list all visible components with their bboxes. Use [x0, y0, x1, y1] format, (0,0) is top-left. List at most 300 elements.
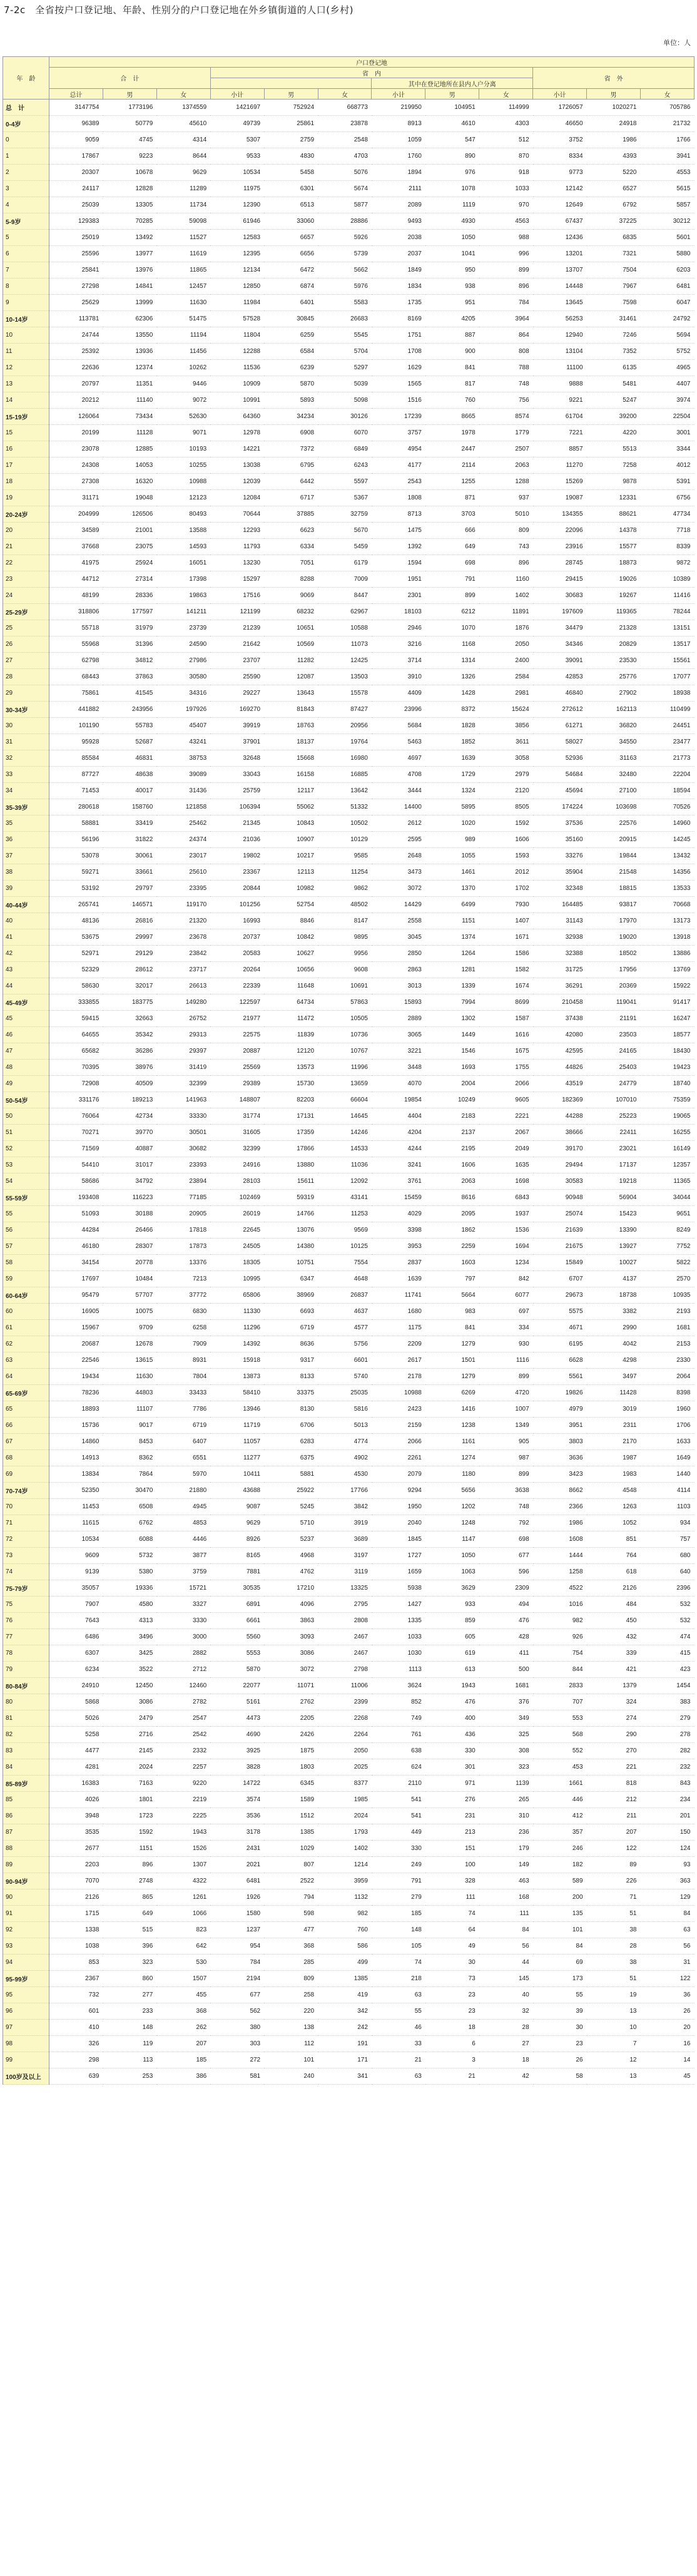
table-cell: 112 [264, 2036, 318, 2052]
row-age-label: 28 [3, 669, 49, 685]
table-cell: 432 [587, 1629, 641, 1645]
table-row [3, 669, 694, 685]
table-cell: 7786 [156, 1401, 210, 1418]
table-cell: 107010 [587, 1092, 641, 1108]
table-cell: 4945 [156, 1499, 210, 1515]
table-row [3, 1483, 694, 1499]
table-cell: 298 [49, 2052, 103, 2068]
table-row [3, 620, 694, 636]
table-cell: 1033 [479, 181, 533, 197]
table-cell: 28103 [210, 1173, 264, 1190]
table-cell: 71453 [49, 783, 103, 799]
table-cell: 4070 [372, 1076, 425, 1092]
table-cell: 13325 [318, 1580, 372, 1597]
table-cell: 52971 [49, 946, 103, 962]
table-cell: 23078 [49, 441, 103, 457]
table-cell: 129383 [49, 213, 103, 230]
table-cell: 30188 [103, 1206, 156, 1222]
table-cell: 11734 [156, 197, 210, 213]
table-cell: 2170 [587, 1434, 641, 1450]
table-cell: 330 [372, 1841, 425, 1857]
table-row [3, 1678, 694, 1694]
table-cell: 20264 [210, 962, 264, 978]
table-cell: 8339 [640, 539, 694, 555]
table-cell: 246 [533, 1841, 587, 1857]
table-cell: 17866 [264, 1141, 318, 1157]
table-cell: 39200 [587, 409, 641, 425]
table-cell: 10588 [318, 620, 372, 636]
table-cell: 1501 [425, 1352, 479, 1369]
table-cell: 6307 [49, 1645, 103, 1662]
table-cell: 21880 [156, 1483, 210, 1499]
table-cell: 145 [479, 1971, 533, 1987]
table-row [3, 1873, 694, 1889]
table-cell: 2648 [372, 848, 425, 864]
table-cell: 1694 [479, 1239, 533, 1255]
table-cell: 32348 [533, 881, 587, 897]
table-cell: 5076 [318, 165, 372, 181]
table-cell: 22339 [210, 978, 264, 994]
table-cell: 818 [587, 1776, 641, 1792]
table-cell: 5258 [49, 1727, 103, 1743]
table-cell: 4026 [49, 1792, 103, 1808]
table-cell: 1063 [425, 1564, 479, 1580]
table-cell: 193408 [49, 1190, 103, 1206]
row-age-label: 47 [3, 1043, 49, 1060]
row-age-label: 0 [3, 132, 49, 148]
table-cell: 111 [479, 1906, 533, 1922]
table-cell: 5307 [210, 132, 264, 148]
table-cell: 1029 [264, 1841, 318, 1857]
table-row [3, 1597, 694, 1613]
table-cell: 24308 [49, 457, 103, 474]
table-cell: 3759 [156, 1564, 210, 1580]
row-age-label: 78 [3, 1645, 49, 1662]
row-age-label: 15-19岁 [3, 409, 49, 425]
table-cell: 55062 [264, 799, 318, 815]
table-cell: 20844 [210, 881, 264, 897]
table-cell: 1020271 [587, 100, 641, 116]
table-cell: 6442 [264, 474, 318, 490]
table-cell: 39089 [156, 767, 210, 783]
table-cell: 52350 [49, 1483, 103, 1499]
table-row [3, 1401, 694, 1418]
table-cell: 6481 [640, 279, 694, 295]
table-cell: 323 [103, 1955, 156, 1971]
table-cell: 191 [318, 2036, 372, 2052]
table-cell: 2882 [156, 1645, 210, 1662]
table-cell: 1449 [425, 1027, 479, 1043]
table-cell: 4314 [156, 132, 210, 148]
table-cell: 6243 [318, 457, 372, 474]
table-cell: 104951 [425, 100, 479, 116]
table-cell: 11975 [210, 181, 264, 197]
table-cell: 56253 [533, 311, 587, 327]
table-cell: 70285 [103, 213, 156, 230]
table-cell: 6908 [264, 425, 318, 441]
table-cell: 19802 [210, 848, 264, 864]
table-cell: 5694 [640, 327, 694, 344]
table-cell: 3344 [640, 441, 694, 457]
table-cell: 70526 [640, 799, 694, 815]
table-cell: 6656 [264, 246, 318, 262]
row-age-label: 45-49岁 [3, 994, 49, 1011]
table-cell: 42734 [103, 1108, 156, 1125]
table-cell: 31143 [533, 913, 587, 929]
table-cell: 1180 [425, 1466, 479, 1483]
table-row [3, 994, 694, 1011]
table-cell: 265741 [49, 897, 103, 913]
table-cell: 971 [425, 1776, 479, 1792]
table-cell: 44288 [533, 1108, 587, 1125]
table-cell: 2558 [372, 913, 425, 929]
table-cell: 5553 [210, 1645, 264, 1662]
table-cell: 25462 [156, 815, 210, 832]
table-cell: 23 [425, 1987, 479, 2003]
table-row [3, 1629, 694, 1645]
table-cell: 126506 [103, 506, 156, 523]
table-cell: 1659 [372, 1564, 425, 1580]
table-cell: 33661 [103, 864, 156, 881]
table-cell: 1516 [372, 392, 425, 409]
table-row [3, 2036, 694, 2052]
table-cell: 1894 [372, 165, 425, 181]
table-cell: 18738 [587, 1287, 641, 1304]
table-cell: 1132 [318, 1889, 372, 1906]
table-cell: 1281 [425, 962, 479, 978]
table-cell: 3423 [533, 1466, 587, 1483]
table-cell: 23395 [156, 881, 210, 897]
table-cell: 27100 [587, 783, 641, 799]
row-age-label: 5 [3, 230, 49, 246]
table-cell: 756 [479, 392, 533, 409]
table-cell: 10935 [640, 1287, 694, 1304]
table-cell: 25759 [210, 783, 264, 799]
table-cell: 1875 [264, 1743, 318, 1759]
table-cell: 18594 [640, 783, 694, 799]
table-row [3, 1304, 694, 1320]
table-cell: 598 [264, 1906, 318, 1922]
row-age-label: 42 [3, 946, 49, 962]
table-cell: 1755 [479, 1060, 533, 1076]
table-cell: 303 [210, 2036, 264, 2052]
table-cell: 177597 [103, 604, 156, 620]
table-cell: 1862 [425, 1222, 479, 1239]
table-cell: 463 [479, 1873, 533, 1889]
table-row [3, 1108, 694, 1125]
table-cell: 3398 [372, 1222, 425, 1239]
table-cell: 33375 [264, 1385, 318, 1401]
header-in-province: 省 内 [210, 68, 532, 78]
table-cell: 2120 [479, 783, 533, 799]
table-cell: 918 [479, 165, 533, 181]
table-cell: 28336 [103, 588, 156, 604]
table-cell: 34812 [103, 653, 156, 669]
table-cell: 4648 [318, 1271, 372, 1287]
row-age-label: 95-99岁 [3, 1971, 49, 1987]
table-cell: 211 [587, 1808, 641, 1824]
table-row [3, 734, 694, 750]
table-cell: 400 [425, 1710, 479, 1727]
table-cell: 7864 [103, 1466, 156, 1483]
table-cell: 46 [372, 2020, 425, 2036]
table-cell: 69 [533, 1955, 587, 1971]
table-cell: 349 [479, 1710, 533, 1727]
row-age-label: 4 [3, 197, 49, 213]
table-cell: 14860 [49, 1434, 103, 1450]
table-cell: 562 [210, 2003, 264, 2020]
table-cell: 541 [372, 1792, 425, 1808]
table-cell: 52687 [103, 734, 156, 750]
table-cell: 21773 [640, 750, 694, 767]
table-cell: 122 [640, 1971, 694, 1987]
table-cell: 410 [49, 2020, 103, 2036]
table-row [3, 1011, 694, 1027]
table-cell: 12120 [264, 1043, 318, 1060]
table-cell: 13076 [264, 1222, 318, 1239]
row-age-label: 20 [3, 523, 49, 539]
table-row [3, 604, 694, 620]
table-cell: 43688 [210, 1483, 264, 1499]
table-cell: 383 [640, 1694, 694, 1710]
table-cell: 2219 [156, 1792, 210, 1808]
table-cell: 31163 [587, 750, 641, 767]
table-cell: 325 [479, 1727, 533, 1743]
table-row [3, 1336, 694, 1352]
table-cell: 18 [425, 2020, 479, 2036]
row-age-label: 11 [3, 344, 49, 360]
row-age-label: 21 [3, 539, 49, 555]
table-cell: 7718 [640, 523, 694, 539]
table-cell: 3974 [640, 392, 694, 409]
table-cell: 10909 [210, 376, 264, 392]
table-cell: 1307 [156, 1857, 210, 1873]
table-cell: 2024 [318, 1808, 372, 1824]
table-cell: 43141 [318, 1190, 372, 1206]
table-cell: 2309 [479, 1580, 533, 1597]
table-cell: 10249 [425, 1092, 479, 1108]
table-cell: 82203 [264, 1092, 318, 1108]
table-cell: 14392 [210, 1336, 264, 1352]
table-cell: 743 [479, 539, 533, 555]
table-row [3, 1434, 694, 1450]
table-cell: 642 [156, 1938, 210, 1955]
table-row [3, 881, 694, 897]
table-cell: 44712 [49, 571, 103, 588]
table-cell: 10534 [210, 165, 264, 181]
table-cell: 93 [640, 1857, 694, 1873]
row-age-label: 15 [3, 425, 49, 441]
table-cell: 2467 [318, 1645, 372, 1662]
table-row [3, 750, 694, 767]
table-cell: 9629 [156, 165, 210, 181]
table-cell: 189213 [103, 1092, 156, 1108]
table-cell: 1849 [372, 262, 425, 279]
table-cell: 6513 [264, 197, 318, 213]
table-cell: 48638 [103, 767, 156, 783]
row-age-label: 22 [3, 555, 49, 571]
table-cell: 4954 [372, 441, 425, 457]
table-cell: 2981 [479, 685, 533, 702]
table-cell: 126064 [49, 409, 103, 425]
table-cell: 25924 [103, 555, 156, 571]
table-cell: 1261 [156, 1889, 210, 1906]
table-cell: 3752 [533, 132, 587, 148]
table-cell: 3086 [103, 1694, 156, 1710]
row-age-label: 100岁及以上 [3, 2068, 49, 2085]
table-cell: 32480 [587, 767, 641, 783]
table-cell: 1339 [425, 978, 479, 994]
table-cell: 6706 [264, 1418, 318, 1434]
table-cell: 212 [587, 1792, 641, 1808]
table-cell: 18502 [587, 946, 641, 962]
table-cell: 57707 [103, 1287, 156, 1304]
table-cell: 4244 [372, 1141, 425, 1157]
table-cell: 797 [425, 1271, 479, 1287]
table-cell: 3919 [318, 1515, 372, 1531]
table-cell: 5098 [318, 392, 372, 409]
table-cell: 2195 [425, 1141, 479, 1157]
table-cell: 40887 [103, 1141, 156, 1157]
table-cell: 809 [479, 523, 533, 539]
table-row [3, 1027, 694, 1043]
table-row [3, 213, 694, 230]
table-cell: 17131 [264, 1108, 318, 1125]
table-cell: 270 [587, 1743, 641, 1759]
table-cell: 218 [372, 1971, 425, 1987]
table-cell: 1608 [533, 1531, 587, 1548]
table-cell: 4671 [533, 1320, 587, 1336]
table-cell: 11472 [264, 1011, 318, 1027]
table-cell: 1606 [479, 832, 533, 848]
table-cell: 20829 [587, 636, 641, 653]
table-cell: 12117 [264, 783, 318, 799]
table-cell: 1983 [587, 1466, 641, 1483]
table-cell: 1526 [156, 1841, 210, 1857]
table-cell: 10193 [156, 441, 210, 457]
table-cell: 1808 [372, 490, 425, 506]
table-cell: 601 [49, 2003, 103, 2020]
table-cell: 38 [587, 1922, 641, 1938]
header-out-subtotal: 小计 [533, 89, 587, 100]
table-cell: 2064 [640, 1369, 694, 1385]
table-cell: 34792 [103, 1173, 156, 1190]
row-age-label: 63 [3, 1352, 49, 1369]
table-cell: 66604 [318, 1092, 372, 1108]
table-cell: 21036 [210, 832, 264, 848]
table-cell: 58686 [49, 1173, 103, 1190]
table-cell: 29673 [533, 1287, 587, 1304]
table-cell: 6481 [210, 1873, 264, 1889]
table-cell: 15578 [318, 685, 372, 702]
table-cell: 982 [533, 1613, 587, 1629]
table-cell: 823 [156, 1922, 210, 1938]
table-cell: 14 [640, 2052, 694, 2068]
table-cell: 12649 [533, 197, 587, 213]
table-cell: 3221 [372, 1043, 425, 1060]
table-cell: 4720 [479, 1385, 533, 1401]
row-age-label: 36 [3, 832, 49, 848]
table-cell: 16255 [640, 1125, 694, 1141]
table-cell: 732 [49, 1987, 103, 2003]
table-cell: 19423 [640, 1060, 694, 1076]
table-cell: 2447 [425, 441, 479, 457]
table-cell: 3536 [210, 1808, 264, 1824]
table-cell: 7163 [103, 1776, 156, 1792]
table-cell: 30501 [156, 1125, 210, 1141]
table-row [3, 311, 694, 327]
row-age-label: 30-34岁 [3, 702, 49, 718]
table-cell: 16051 [156, 555, 210, 571]
table-cell: 10125 [318, 1239, 372, 1255]
table-cell: 10767 [318, 1043, 372, 1060]
table-cell: 7504 [587, 262, 641, 279]
row-age-label: 90-94岁 [3, 1873, 49, 1889]
table-cell: 890 [425, 148, 479, 165]
table-cell: 8636 [264, 1336, 318, 1352]
table-cell: 26816 [103, 913, 156, 929]
table-cell: 677 [210, 1987, 264, 2003]
table-cell: 581 [210, 2068, 264, 2085]
table-cell: 618 [587, 1564, 641, 1580]
table-row [3, 116, 694, 132]
table-cell: 954 [210, 1938, 264, 1955]
table-cell: 46840 [533, 685, 587, 702]
table-row [3, 1645, 694, 1662]
header-same-county: 其中在登记地所在县内人户分离 [372, 78, 533, 89]
table-cell: 179 [479, 1841, 533, 1857]
table-cell: 4830 [264, 148, 318, 165]
table-cell: 1279 [425, 1369, 479, 1385]
table-cell: 8699 [479, 994, 533, 1011]
table-cell: 1565 [372, 376, 425, 392]
table-cell: 6077 [479, 1287, 533, 1304]
table-cell: 6584 [264, 344, 318, 360]
table-cell: 226 [587, 1873, 641, 1889]
table-cell: 668773 [318, 100, 372, 116]
table-cell: 1050 [425, 1548, 479, 1564]
table-cell: 2522 [264, 1873, 318, 1889]
table-cell: 1986 [587, 132, 641, 148]
table-row [3, 506, 694, 523]
table-cell: 41975 [49, 555, 103, 571]
table-cell: 42595 [533, 1043, 587, 1060]
table-cell: 1116 [479, 1352, 533, 1369]
table-cell: 277 [103, 1987, 156, 2003]
table-cell: 934 [640, 1515, 694, 1531]
table-cell: 37772 [156, 1287, 210, 1304]
table-cell: 1674 [479, 978, 533, 994]
table-cell: 23503 [587, 1027, 641, 1043]
table-row [3, 1450, 694, 1466]
table-cell: 37901 [210, 734, 264, 750]
table-row [3, 1613, 694, 1629]
table-cell: 748 [479, 376, 533, 392]
table-cell: 6717 [264, 490, 318, 506]
table-cell: 23894 [156, 1173, 210, 1190]
table-body [3, 100, 694, 2085]
table-cell: 34346 [533, 636, 587, 653]
table-row [3, 978, 694, 994]
table-row [3, 262, 694, 279]
table-cell: 21001 [103, 523, 156, 539]
table-cell: 2183 [425, 1108, 479, 1125]
table-cell: 2193 [640, 1304, 694, 1320]
table-cell: 1279 [425, 1336, 479, 1352]
table-cell: 754 [533, 1645, 587, 1662]
table-cell: 10129 [318, 832, 372, 848]
table-cell: 3522 [103, 1662, 156, 1678]
